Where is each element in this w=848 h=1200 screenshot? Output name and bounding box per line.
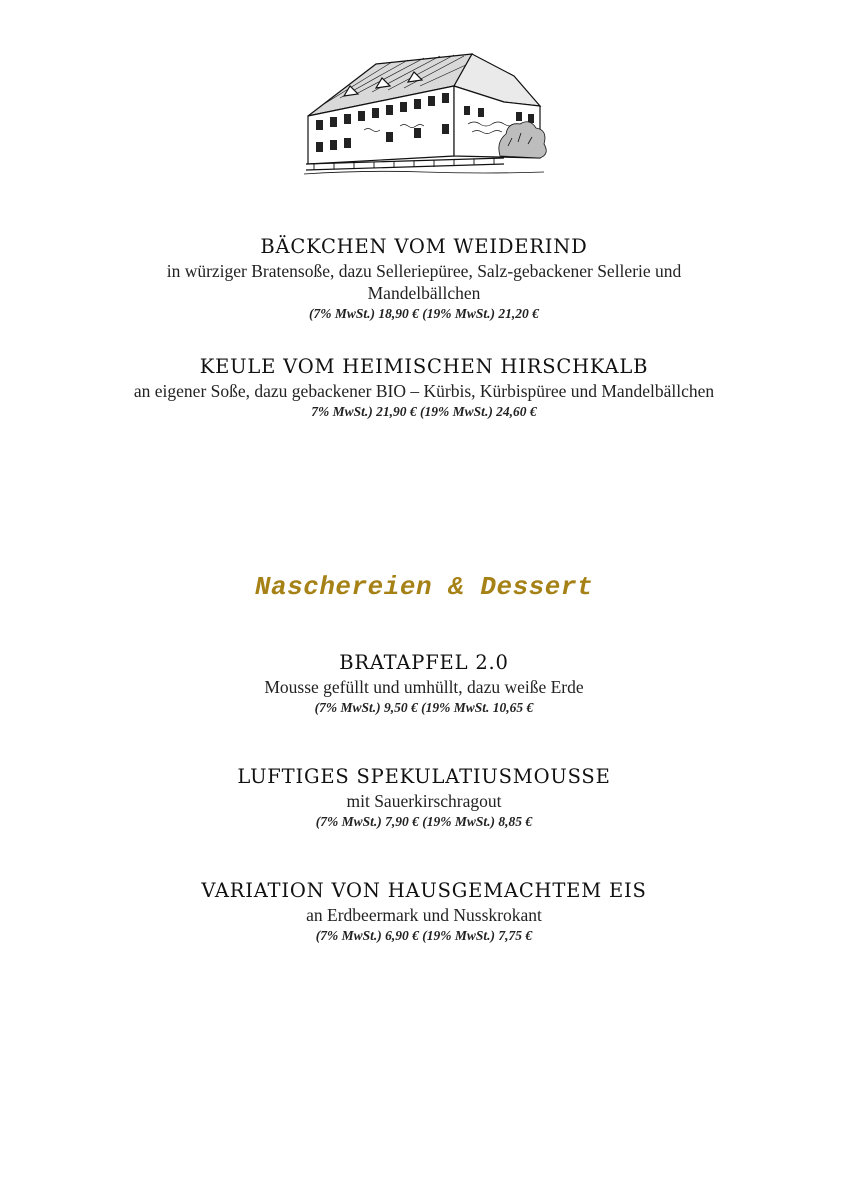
dish-description: Mousse gefüllt und umhüllt, dazu weiße Erde <box>264 677 584 697</box>
dish-title: KEULE VOM HEIMISCHEN HIRSCHKALB <box>199 355 649 378</box>
menu-item <box>0 650 848 718</box>
menu-item <box>0 764 848 832</box>
dish-title: VARIATION VON HAUSGEMACHTEM EIS <box>201 879 647 902</box>
dish-description: mit Sauerkirschragout <box>346 791 502 811</box>
dish-description: in würziger Bratensoße, dazu Selleriepüree, Salz-gebackener Sellerie und Mandelbällchen <box>166 261 682 303</box>
menu-item <box>0 354 848 422</box>
menu-item <box>0 234 848 324</box>
dish-description: an Erdbeermark und Nusskrokant <box>306 905 542 925</box>
dish-price: (7% MwSt.) 18,90 € (19% MwSt.) 21,20 € <box>309 306 539 321</box>
section-heading-desserts: Naschereien & Dessert <box>254 572 594 602</box>
dish-price: (7% MwSt.) 6,90 € (19% MwSt.) 7,75 € <box>315 928 533 943</box>
dish-title: LUFTIGES SPEKULATIUSMOUSSE <box>237 765 611 788</box>
inn-building-sketch-icon <box>304 46 548 180</box>
dish-price: (7% MwSt.) 7,90 € (19% MwSt.) 8,85 € <box>315 814 533 829</box>
dish-title: BRATAPFEL 2.0 <box>339 651 509 674</box>
dish-title: BÄCKCHEN VOM WEIDERIND <box>260 235 588 258</box>
dish-price: (7% MwSt.) 9,50 € (19% MwSt. 10,65 € <box>314 700 534 715</box>
dish-price: 7% MwSt.) 21,90 € (19% MwSt.) 24,60 € <box>311 404 537 419</box>
dish-description: an eigener Soße, dazu gebackener BIO – Kürbis, Kürbispüree und Mandelbällchen <box>133 381 715 401</box>
menu-item <box>0 878 848 946</box>
